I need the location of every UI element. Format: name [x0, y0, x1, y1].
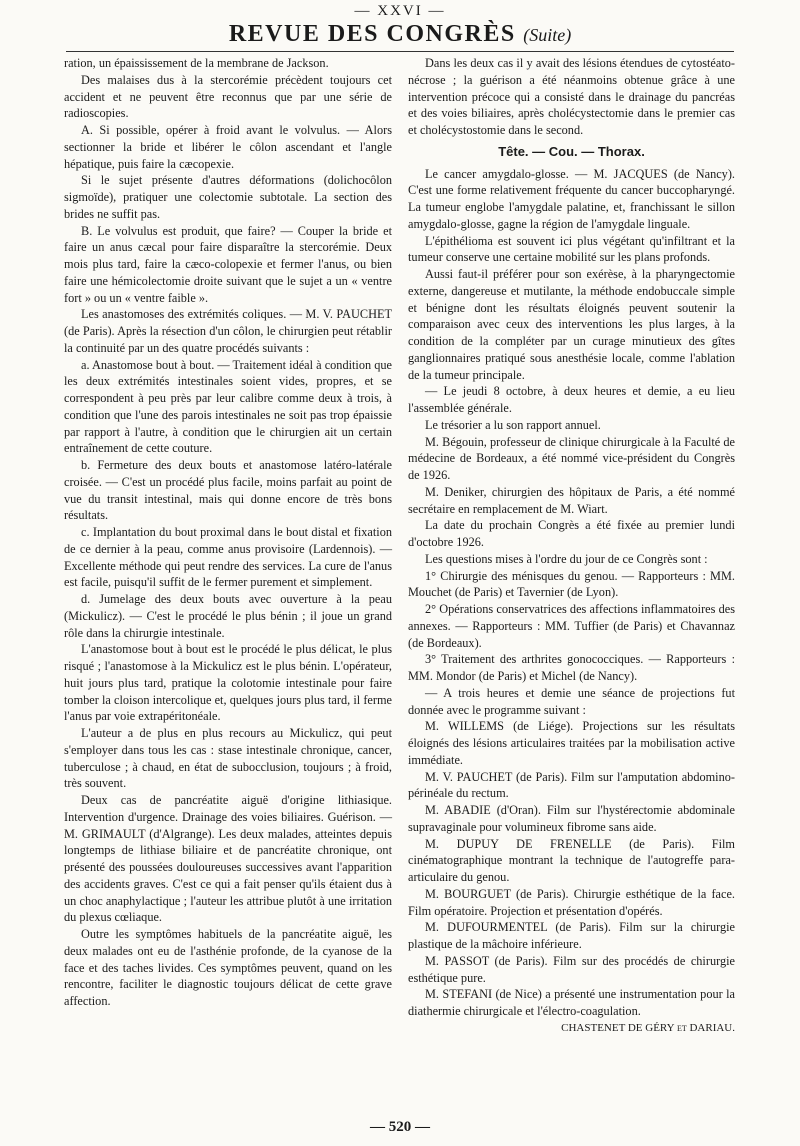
header-suffix: (Suite) — [523, 25, 572, 45]
paragraph: L'anastomose bout à bout est le procédé le plus délicat, le plus risqué ; l'anastomose à la Mickulicz est le plus bénin. L'opérateur, huit jours plus tard, pratique la colotomie intestinale pour faire tomber la cloison intercolique et, quelques jours plus tard, il ferme l'anus par voie extrapéritonéale. — [64, 642, 392, 724]
paragraph: M. Deniker, chirurgien des hôpitaux de Paris, a été nommé secrétaire en remplacement de M. Wiart. — [408, 484, 735, 516]
paragraph: M. ABADIE (d'Oran). Film sur l'hystérectomie abdominale supravaginale pour volumineux fibrome sans aide. — [408, 803, 735, 834]
paragraph: M. BOURGUET (de Paris). Chirurgie esthétique de la face. Film opératoire. Projection et présentation d'opérés. — [408, 886, 735, 918]
paragraph: M. V. PAUCHET (de Paris). Film sur l'amputation abdomino-périnéale du rectum. — [408, 769, 735, 801]
paragraph: ration, un épaississement de la membrane de Jackson. — [64, 56, 329, 70]
section-title: Tête. — Cou. — Thorax. — [498, 143, 645, 159]
page-header — [0, 21, 800, 48]
paragraph: Outre les symptômes habituels de la pancréatite aiguë, les deux malades ont eu de l'asthénie profonde, de la cyanose de la face et des taches livides. Ces symptômes peuvent, quand on les rencontre, faciliter le diagnostic toujours délicat de cette grave affection. — [64, 927, 392, 1008]
paragraph: M. Bégouin, professeur de clinique chirurgicale à la Faculté de médecine de Bordeaux, a été nommé vice-président du Congrès de 1926. — [408, 434, 735, 482]
header-title: REVUE DES CONGRÈS — [228, 21, 516, 47]
paragraph: M. WILLEMS (de Liége). Projections sur les résultats éloignés des lésions articulaires traitées par la mobilisation active immédiate. — [408, 719, 735, 767]
paragraph: c. Implantation du bout proximal dans le bout distal et fixation de ce dernier à la peau, comme anus provisoire (Lardennois). — Excellente méthode qui peut rendre des services. La cure de l'anus est facile, puisqu'il suffit de le fermer purement et simplement. — [64, 525, 392, 590]
paragraph: Deux cas de pancréatite aiguë d'origine lithiasique. Intervention d'urgence. Drainage des voies biliaires. Guérison. — M. GRIMAULT (d'Algrange). Les deux malades, atteintes depuis longtemps de lithiase biliaire et de pancréatite chronique, ont présenté des poussées douloureuses successives avant l'apparition des accidents graves. C'est ce qui a fait penser qu'ils étaient dus à un choc anaphylactique ; l'auteur les attribue plutôt à une irritation du plexus cœliaque. — [64, 793, 392, 925]
paragraph: Dans les deux cas il y avait des lésions étendues de cytostéato-nécrose ; la guérison a été néanmoins obtenue grâce à une intervention précoce qui a consisté dans le drainage du pancréas et des voies biliaires, après cholécystectomie dans le premier cas et cholécystostomie dans le second. — [408, 56, 735, 137]
paragraph: M. STEFANI (de Nice) a présenté une instrumentation pour la diathermie chirurgicale et l'électro-coagulation. — [408, 987, 735, 1018]
signature: CHASTENET DE GÉRY et DARIAU. — [561, 1021, 735, 1034]
left-column — [64, 55, 392, 1010]
paragraph: Le cancer amygdalo-glosse. — M. JACQUES (de Nancy). C'est une forme relativement fréquente du cancer buccopharyngé. La tumeur englobe l'amygdale palatine, et, franchissant le sillon amygdalo-glosse, gagne la région de l'amygdale linguale. — [408, 166, 735, 231]
paragraph: — A trois heures et demie une séance de projections fut donnée avec le programme suivant : — [408, 685, 735, 717]
paragraph: L'épithélioma est souvent ici plus végétant qu'infiltrant et la tumeur conserve une certaine mobilité sur les plans profonds. — [408, 233, 735, 265]
page-number-top: — XXVI — — [354, 3, 446, 19]
paragraph: M. DUFOURMENTEL (de Paris). Film sur la chirurgie plastique de la mâchoire inférieure. — [408, 920, 735, 951]
paragraph: Les anastomoses des extrémités coliques. — M. V. PAUCHET (de Paris). Après la résection d'un côlon, le chirurgien peut rétablir la continuité par un des quatre procédés suivants : — [64, 307, 392, 355]
paragraph: a. Anastomose bout à bout. — Traitement idéal à condition que les deux extrémités intestinales soient vides, propres, et se correspondent à peu près par leur calibre comme deux à trois, à condition que l'une des parois intestinales ne soit pas trop épaissie par rapport à l'autre, à condition que le chirurgien ait un certain entraînement de cette couture. — [64, 357, 392, 456]
paragraph: 3° Traitement des arthrites gonococciques. — Rapporteurs : MM. Mondor (de Paris) et Michel (de Nancy). — [408, 652, 735, 683]
paragraph: Si le sujet présente d'autres déformations (dolichocôlon sigmoïde), pratiquer une colectomie subtotale. La section des brides ne suffit pas. — [64, 173, 392, 221]
paragraph: b. Fermeture des deux bouts et anastomose latéro-latérale croisée. — C'est un procédé plus facile, moins parfait au point de vue du transit intestinal, mais qui donne encore de très bons résultats. — [64, 458, 392, 523]
paragraph: L'auteur a de plus en plus recours au Mickulicz, qui peut s'employer dans tous les cas : stase intestinale chronique, cancer, tuberculose ; à chaud, en état de subocclusion, toujours ; à froid, très souvent. — [64, 726, 392, 791]
paragraph: Les questions mises à l'ordre du jour de ce Congrès sont : — [425, 551, 708, 566]
paragraph: La date du prochain Congrès a été fixée au premier lundi d'octobre 1926. — [408, 518, 735, 549]
paragraph: Le trésorier a lu son rapport annuel. — [425, 417, 601, 432]
paragraph: B. Le volvulus est produit, que faire? — Couper la bride et faire un anus cæcal pour faire disparaître la stercorémie. Deux mois plus tard, faire la cæco-colopexie et fermer l'anus, ou bien faire une hémicolectomie droite suivant que le sujet a un « ventre fort » ou un « ventre faible ». — [64, 223, 392, 305]
page-number-bottom: — 520 — — [370, 1119, 430, 1135]
paragraph: 2° Opérations conservatrices des affections inflammatoires des annexes. — Rapporteurs : MM. Tuffier (de Paris) et Chavannaz (de Bordeaux). — [408, 602, 735, 650]
paragraph: M. PASSOT (de Paris). Film sur des procédés de chirurgie esthétique pure. — [408, 953, 735, 985]
paragraph: d. Jumelage des deux bouts avec ouverture à la peau (Mickulicz). — C'est le procédé le plus bénin ; il joue un grand rôle dans la chirurgie intestinale. — [64, 592, 392, 640]
paragraph: M. DUPUY DE FRENELLE (de Paris). Film cinématographique montrant la technique de l'autogreffe para-articulaire du genou. — [408, 836, 735, 884]
paragraph: 1° Chirurgie des ménisques du genou. — Rapporteurs : MM. Mouchet (de Paris) et Tavernier (de Lyon). — [408, 568, 735, 600]
paragraph: Des malaises dus à la stercorémie précèdent toujours cet accident et ne peuvent être reconnus que par une série de radioscopies. — [64, 72, 392, 121]
paragraph: — Le jeudi 8 octobre, à deux heures et demie, a eu lieu l'assemblée générale. — [408, 384, 735, 415]
header-rule — [66, 51, 734, 52]
paragraph: A. Si possible, opérer à froid avant le volvulus. — Alors sectionner la bride et libérer le côlon ascendant et l'angle hépatique, puis faire la cæcopexie. — [64, 123, 392, 171]
right-column — [408, 55, 735, 1037]
paragraph: Aussi faut-il préférer pour son exérèse, à la pharyngectomie externe, dangereuse et mutilante, la méthode endobuccale simple et bénigne dont les résultats éloignés peuvent soutenir la comparaison avec ceux des interventions les plus larges, à la condition de la compléter par un curage minutieux des gîtes ganglionnaires pratiqué sous anesthésie locale, comme l'ablation de la tumeur principale. — [408, 267, 735, 382]
